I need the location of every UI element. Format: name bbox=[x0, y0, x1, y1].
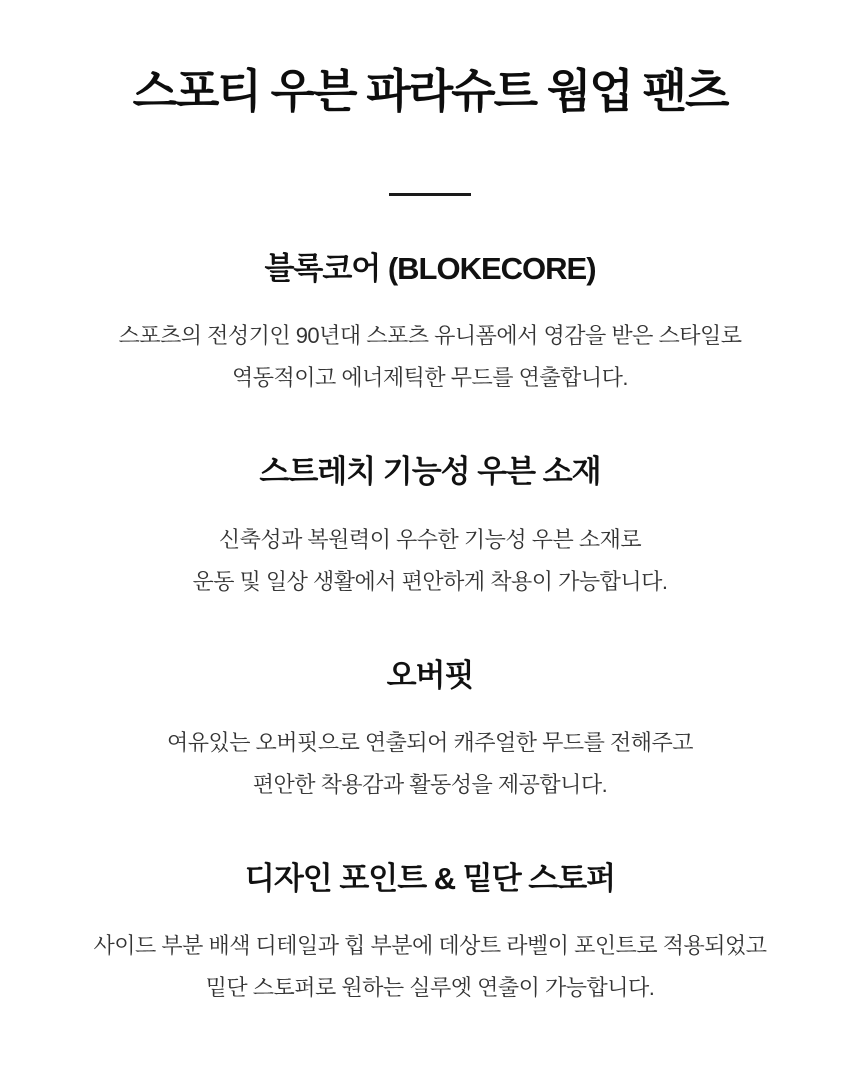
body-line: 여유있는 오버핏으로 연출되어 캐주얼한 무드를 전해주고 bbox=[166, 729, 694, 755]
divider-line bbox=[389, 193, 471, 196]
section-design-point bbox=[0, 860, 860, 1009]
body-line: 역동적이고 에너제틱한 무드를 연출합니다. bbox=[232, 365, 628, 391]
body-line: 밑단 스토퍼로 원하는 실루엣 연출이 가능합니다. bbox=[205, 974, 655, 1000]
section-heading: 오버핏 bbox=[386, 657, 474, 693]
body-line: 운동 및 일상 생활에서 편안하게 착용이 가능합니다. bbox=[192, 568, 668, 594]
section-body bbox=[0, 315, 860, 399]
section-blokecore bbox=[0, 250, 860, 399]
body-line: 스포츠의 전성기인 90년대 스포츠 유니폼에서 영감을 받은 스타일로 bbox=[118, 323, 742, 349]
section-heading: 블록코어 (BLOKECORE) bbox=[264, 251, 596, 287]
section-stretch-fabric bbox=[0, 453, 860, 602]
section-overfit bbox=[0, 657, 860, 806]
product-title: 스포티 우븐 파라슈트 웜업 팬츠 bbox=[132, 65, 728, 117]
body-line: 신축성과 복원력이 우수한 기능성 우븐 소재로 bbox=[218, 526, 642, 552]
body-line: 사이드 부분 배색 디테일과 힙 부분에 데상트 라벨이 포인트로 적용되었고 bbox=[93, 932, 767, 958]
section-heading: 스트레치 기능성 우븐 소재 bbox=[259, 454, 601, 490]
section-body bbox=[0, 722, 860, 806]
section-body bbox=[0, 519, 860, 603]
body-line: 편안한 착용감과 활동성을 제공합니다. bbox=[252, 771, 608, 797]
section-heading: 디자인 포인트 & 밑단 스토퍼 bbox=[244, 860, 616, 896]
section-body bbox=[0, 925, 860, 1009]
